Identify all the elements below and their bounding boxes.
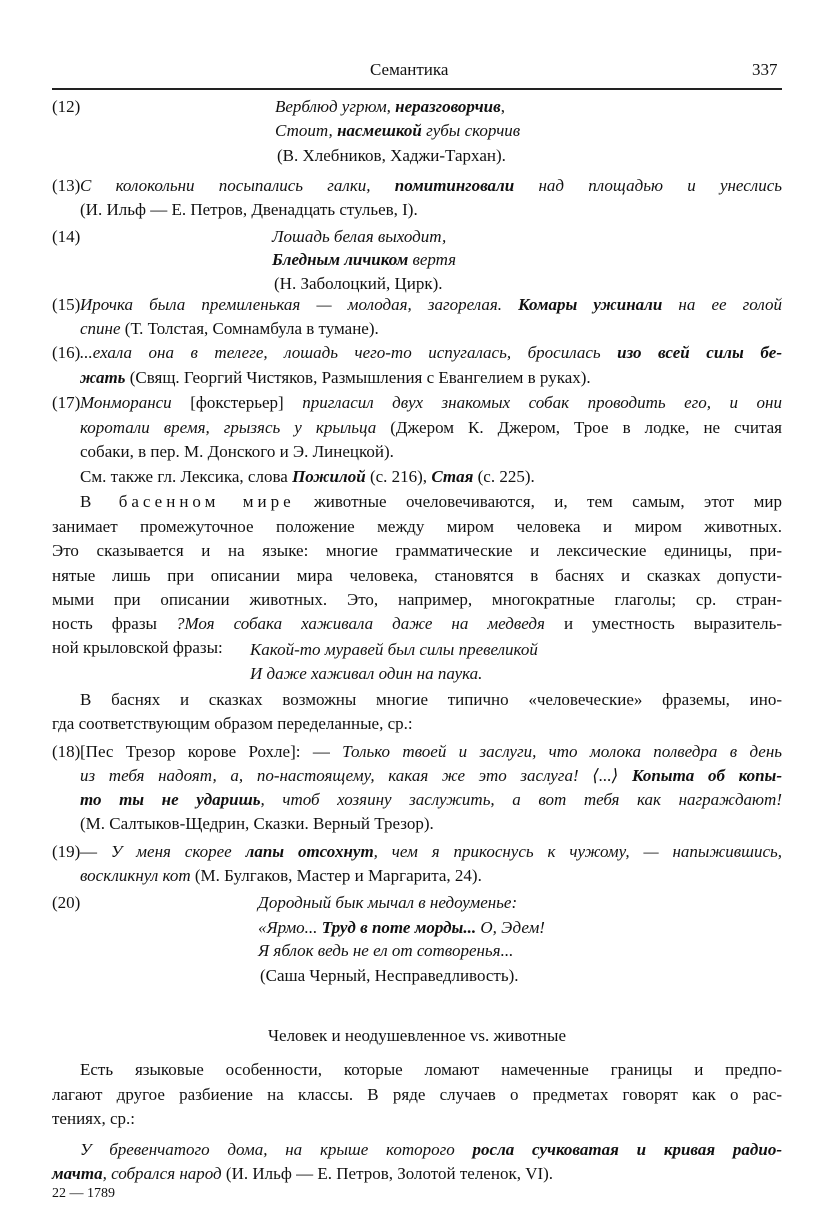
emphasized-text: изо всей силы бе- [617, 343, 782, 362]
text-line [80, 740, 782, 764]
printer-signature: 22 — 1789 [52, 1186, 115, 1201]
text-run: ной крыловской фразы: [52, 638, 223, 657]
text-line [52, 539, 782, 563]
text-run: (И. Ильф — Е. Петров, Золотой теленок, VI). [221, 1164, 554, 1183]
quoted-text: Монморанси [80, 393, 172, 412]
text-run: (с. 216), [365, 467, 432, 486]
example-number: (16) [52, 343, 81, 362]
text-line [80, 440, 394, 464]
text-line [80, 465, 535, 489]
quoted-text: Какой-то муравей был силы превеликой [250, 640, 538, 659]
text-run: (Саша Черный, Несправедливость). [260, 966, 519, 985]
text-line [80, 366, 591, 390]
text-run: животные очеловечиваются, и, тем самым, этот мир [294, 492, 782, 511]
text-run: мыми при описании животных. Это, например, многократные глаголы; ср. стран- [52, 590, 782, 609]
emphasized-text: помитинговали [394, 176, 515, 195]
text-run: [фокстерьер] [171, 393, 303, 412]
text-line [80, 293, 782, 317]
quoted-text: , чем я прикоснусь к чужому, — напыжившись, [373, 842, 782, 861]
quoted-text: О, Эдем! [476, 918, 545, 937]
text-line [80, 174, 782, 198]
text-run: (Джером К. Джером, Трое в лодке, не считая [376, 418, 782, 437]
text-run: собаки, в пер. М. Донского и Э. Линецкой). [80, 442, 394, 461]
text-run: См. также гл. Лексика, слова [80, 467, 293, 486]
example-number: (12) [52, 97, 81, 116]
quoted-text: ...ехала она в телеге, лошадь чего-то испугалась, бросилась [80, 343, 618, 362]
emphasized-text: Труд в поте морды... [321, 918, 477, 937]
text-line [80, 812, 434, 836]
quoted-text: Стоит, [275, 121, 338, 140]
text-run: (В. Хлебников, Хаджи-Тархан). [277, 146, 506, 165]
example-number: (19) [52, 842, 81, 861]
example-number: (18) [52, 742, 81, 761]
text-line [80, 864, 482, 888]
text-line [277, 144, 506, 168]
emphasized-text: неразговорчив [395, 97, 501, 116]
quoted-text: над площадью и унеслись [514, 176, 782, 195]
text-line [52, 588, 782, 612]
text-line [80, 391, 782, 415]
text-run: Человек и неодушевленное vs. животные [267, 1026, 566, 1045]
text-line [80, 317, 379, 341]
page-number: 337 [752, 60, 778, 79]
text-line [250, 638, 538, 662]
text-run: ность фразы [52, 614, 176, 633]
text-run: занимает промежуточное положение между миром человека и миром животных. [52, 517, 782, 536]
emphasized-text: Пожилой [292, 467, 366, 486]
section-heading [0, 1024, 834, 1048]
text-line [80, 341, 782, 365]
quoted-text: Лошадь белая выходит, [272, 227, 447, 246]
emphasized-text: то ты не ударишь [80, 790, 261, 809]
text-line [52, 1107, 135, 1131]
text-line [272, 248, 456, 272]
text-line [275, 95, 505, 119]
text-line [80, 1138, 782, 1162]
text-line [52, 1162, 553, 1186]
quoted-text: Только твоей и заслуги, что молока полведра в день [342, 742, 782, 761]
text-line [258, 916, 545, 940]
quoted-text: воскликнул кот [80, 866, 191, 885]
emphasized-text: лапы отсохнут [245, 842, 374, 861]
quoted-text: коротали время, грызясь у крыльца [80, 418, 377, 437]
text-line [80, 788, 782, 812]
example-number: (15) [52, 295, 81, 314]
text-run: — [80, 842, 111, 861]
text-line [52, 515, 782, 539]
quoted-text: Верблюд угрюм, [275, 97, 396, 116]
quoted-text: И даже хаживал один на паука. [250, 664, 483, 683]
text-run: (Свящ. Георгий Чистяков, Размышления с Евангелием в руках). [125, 368, 591, 387]
text-line [52, 564, 782, 588]
quoted-text: У меня скорее [110, 842, 246, 861]
emphasized-text: росла сучковатая и кривая радио- [472, 1140, 782, 1159]
quoted-text: ?Моя собака хаживала даже на медведя [175, 614, 545, 633]
text-line [272, 225, 446, 249]
example-number: (20) [52, 893, 81, 912]
emphasized-text: насмешкой [337, 121, 422, 140]
quoted-text: , собрался народ [102, 1164, 222, 1183]
quoted-text: Я яблок ведь не ел от сотворенья... [258, 941, 514, 960]
quoted-text: пригласил двух знакомых собак проводить его, и они [302, 393, 782, 412]
text-line [275, 119, 520, 143]
text-line [80, 764, 782, 788]
emphasized-text: Комары ужинали [518, 295, 663, 314]
example-number: (13) [52, 176, 81, 195]
emphasized-text: мачта [52, 1164, 103, 1183]
text-run: и уместность выразитель- [544, 614, 782, 633]
text-run: В басенном мире [80, 492, 295, 511]
running-header-title: Семантика [370, 60, 449, 79]
text-line [80, 198, 418, 222]
text-line [80, 416, 782, 440]
text-line [80, 840, 782, 864]
example-number: (17) [52, 393, 81, 412]
text-run: тениях, ср.: [52, 1109, 136, 1128]
emphasized-text: Стая [431, 467, 474, 486]
quoted-text: губы скорчив [421, 121, 521, 140]
text-run: нятые лишь при описании мира человека, становятся в баснях и сказках допусти- [52, 566, 782, 585]
quoted-text: Ирочка была премиленькая — молодая, загорелая. [80, 295, 519, 314]
text-line [260, 964, 519, 988]
emphasized-text: Копыта об копы- [631, 766, 782, 785]
text-line [258, 891, 517, 915]
text-line [52, 1083, 782, 1107]
quoted-text: , чтоб хозяину заслужить, а вот тебя как награждают! [260, 790, 782, 809]
text-line [52, 636, 223, 660]
text-run: (М. Салтыков-Щедрин, Сказки. Верный Трезор). [80, 814, 434, 833]
quoted-text: спине [80, 319, 121, 338]
text-run: [Пес Трезор корове Рохле]: — [80, 742, 343, 761]
quoted-text: У бревенчатого дома, на крыше которого [80, 1140, 473, 1159]
emphasized-text: Бледным личиком [272, 250, 409, 269]
example-number: (14) [52, 227, 81, 246]
quoted-text: «Ярмо... [258, 918, 322, 937]
emphasized-text: жать [80, 368, 126, 387]
text-run: (с. 225). [473, 467, 535, 486]
text-run: (Н. Заболоцкий, Цирк). [274, 274, 443, 293]
quoted-text: из тебя надоят, а, по-настоящему, какая же это заслуга! ⟨...⟩ [80, 766, 632, 785]
text-line [250, 662, 482, 686]
text-run: (М. Булгаков, Мастер и Маргарита, 24). [190, 866, 482, 885]
quoted-text: Дородный бык мычал в недоуменье: [258, 893, 518, 912]
text-run: (И. Ильф — Е. Петров, Двенадцать стульев, I). [80, 200, 418, 219]
text-run: (Т. Толстая, Сомнамбула в тумане). [120, 319, 379, 338]
text-line [52, 712, 413, 736]
text-run: Это сказывается и на языке: многие грамматические и лексические единицы, при- [52, 541, 782, 560]
text-line [258, 939, 513, 963]
text-run: , [500, 97, 505, 116]
header-rule [52, 88, 782, 90]
text-run: гда соответствующим образом переделанные, ср.: [52, 714, 413, 733]
text-line [80, 1058, 782, 1082]
quoted-text: на ее голой [662, 295, 782, 314]
text-run: лагают другое разбиение на классы. В ряде случаев о предметах говорят как о рас- [52, 1085, 782, 1104]
quoted-text: С колокольни посыпались галки, [80, 176, 395, 195]
text-line [80, 688, 782, 712]
text-run: В баснях и сказках возможны многие типично «человеческие» фраземы, ино- [80, 690, 782, 709]
text-line [52, 612, 782, 636]
text-line [80, 490, 782, 514]
quoted-text: вертя [408, 250, 457, 269]
text-run: Есть языковые особенности, которые ломают намеченные границы и предпо- [80, 1060, 782, 1079]
